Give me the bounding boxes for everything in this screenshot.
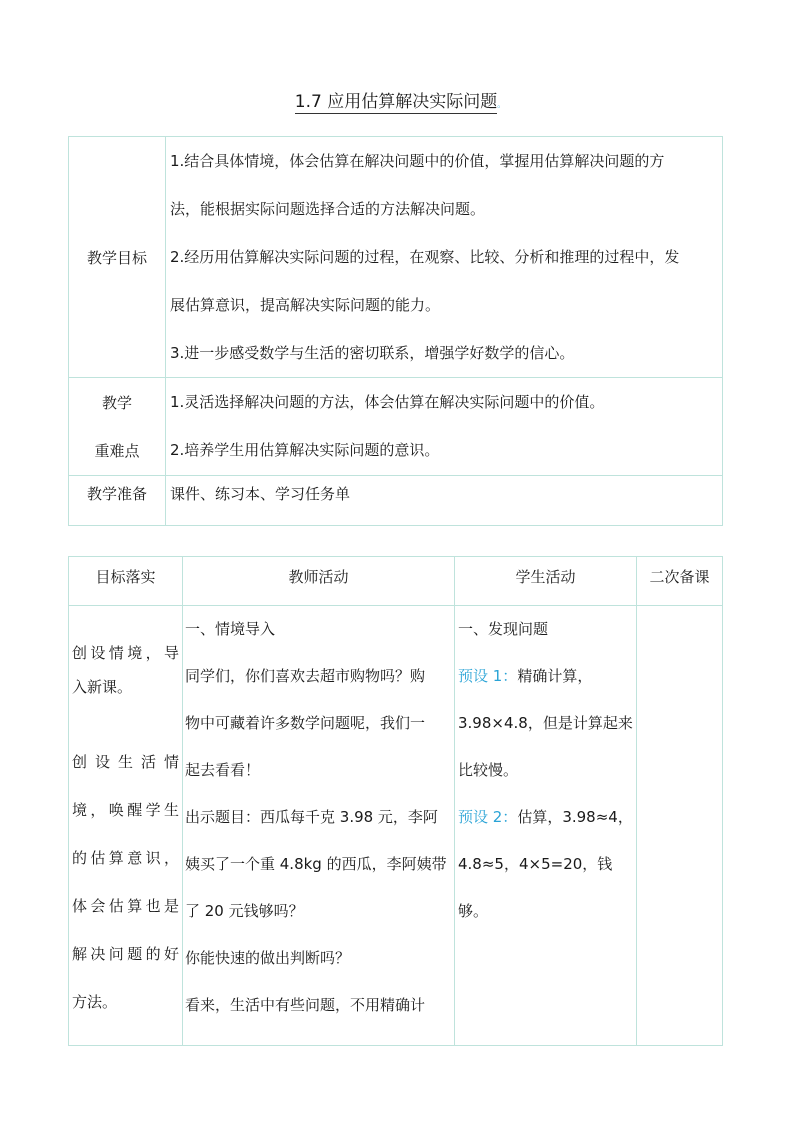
teacher-line: 了 20 元钱够吗？ bbox=[185, 902, 304, 920]
teacher-line: 一、情境导入 bbox=[185, 620, 276, 638]
difficulties-content bbox=[166, 378, 723, 476]
row-label-objectives: 教学目标 bbox=[69, 137, 166, 378]
objective-line: 展估算意识，提高解决实际问题的能力。 bbox=[170, 296, 441, 314]
objective-line: 法，能根据实际问题选择合适的方法解决问题。 bbox=[170, 200, 486, 218]
student-line: 比较慢。 bbox=[458, 761, 519, 779]
teacher-line: 出示题目：西瓜每千克 3.98 元，李阿 bbox=[185, 808, 438, 826]
teacher-cell bbox=[183, 606, 455, 1046]
preparation-line: 课件、练习本、学习任务单 bbox=[170, 485, 351, 503]
table-row bbox=[69, 476, 723, 526]
table-row bbox=[69, 606, 723, 1046]
student-line: 4.8≈5，4×5=20，钱够。 bbox=[458, 855, 613, 920]
difficulty-line: 2.培养学生用估算解决实际问题的意识。 bbox=[170, 441, 440, 459]
table-row bbox=[69, 137, 723, 378]
table-header-row bbox=[69, 557, 723, 606]
preset-1-text: 精确计算， bbox=[517, 667, 593, 685]
label-line: 教学 bbox=[101, 393, 132, 412]
activities-table bbox=[68, 556, 723, 1046]
page-title bbox=[0, 90, 800, 117]
preset-2-text: 估算，3.98≈4， bbox=[517, 808, 633, 826]
teacher-line: 看来，生活中有些问题，不用精确计 bbox=[185, 996, 426, 1014]
objectives-content bbox=[166, 137, 723, 378]
title-mark: 。 bbox=[497, 100, 506, 109]
difficulty-line: 1.灵活选择解决问题的方法，体会估算在解决实际问题中的价值。 bbox=[170, 393, 605, 411]
goal-cell bbox=[69, 606, 183, 1046]
teacher-line: 起去看看！ bbox=[185, 761, 261, 779]
second-prep-cell bbox=[637, 606, 723, 1046]
header-goal: 目标落实 bbox=[69, 557, 183, 606]
teacher-line: 同学们，你们喜欢去超市购物吗？购 bbox=[185, 667, 426, 685]
header-student: 学生活动 bbox=[455, 557, 637, 606]
header-teacher: 教师活动 bbox=[183, 557, 455, 606]
objective-line: 3.进一步感受数学与生活的密切联系，增强学好数学的信心。 bbox=[170, 344, 575, 362]
teacher-line: 你能快速的做出判断吗？ bbox=[185, 949, 351, 967]
student-cell bbox=[455, 606, 637, 1046]
teacher-line: 姨买了一个重 4.8kg 的西瓜，李阿姨带 bbox=[185, 855, 447, 873]
title-text: 1.7 应用估算解决实际问题 bbox=[294, 92, 498, 112]
table-row bbox=[69, 378, 723, 476]
student-line bbox=[458, 794, 633, 841]
header-second-prep: 二次备课 bbox=[637, 557, 723, 606]
goal-line: 入新课。 bbox=[72, 678, 133, 696]
objectives-table bbox=[68, 136, 723, 526]
student-heading: 一、发现问题 bbox=[458, 620, 549, 638]
goal-line: 体会估算也是 bbox=[72, 897, 179, 915]
label-line: 重难点 bbox=[94, 441, 140, 460]
objective-line: 1.结合具体情境，体会估算在解决问题中的价值，掌握用估算解决问题的方 bbox=[170, 152, 665, 170]
preset-1-label: 预设 1： bbox=[458, 667, 518, 685]
student-line bbox=[458, 653, 633, 700]
row-label-difficulties bbox=[69, 378, 166, 476]
preparation-content bbox=[166, 476, 723, 526]
objective-line: 2.经历用估算解决实际问题的过程，在观察、比较、分析和推理的过程中，发 bbox=[170, 248, 680, 266]
row-label-preparation: 教学准备 bbox=[69, 476, 166, 526]
goal-line: 创设生活情 bbox=[72, 753, 179, 771]
goal-line: 方法。 bbox=[72, 993, 118, 1011]
goal-line: 创设情境，导 bbox=[72, 644, 179, 662]
goal-line: 的估算意识， bbox=[72, 849, 179, 867]
preset-2-label: 预设 2： bbox=[458, 808, 518, 826]
teacher-line: 物中可藏着许多数学问题呢，我们一 bbox=[185, 714, 426, 732]
goal-line: 解决问题的好 bbox=[72, 945, 179, 963]
goal-line: 境，唤醒学生 bbox=[72, 801, 179, 819]
student-line: 3.98×4.8，但是计算起来 bbox=[458, 714, 633, 732]
